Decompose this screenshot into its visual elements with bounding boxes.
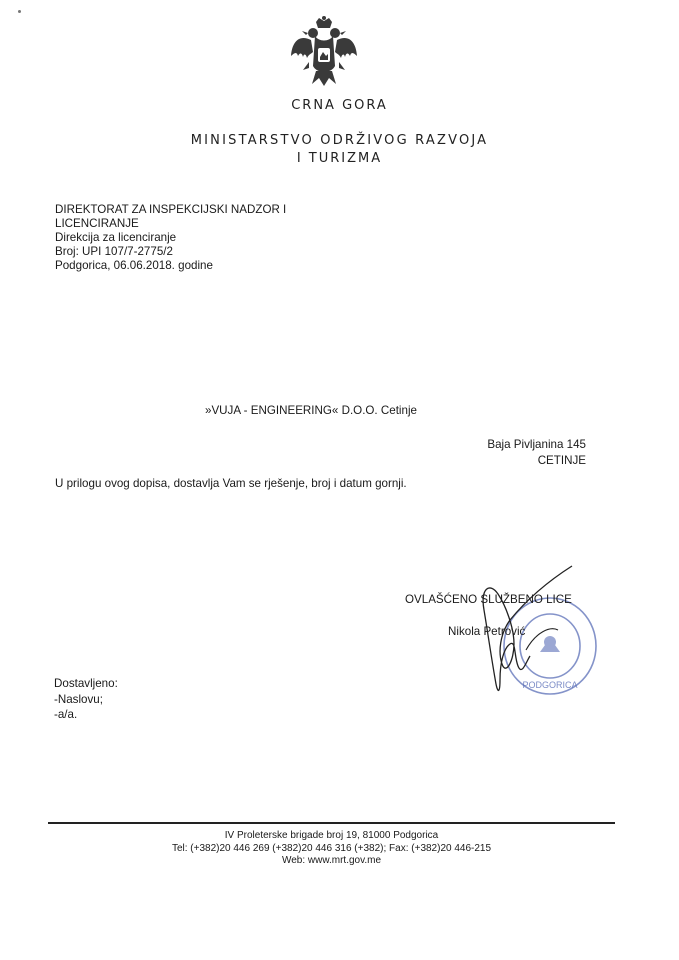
footer-address: IV Proleterske brigade broj 19, 81000 Podgorica	[224, 830, 439, 841]
letter-body: U prilogu ovog dopisa, dostavlja Vam se rješenje, broj i datum gornji.	[55, 477, 407, 490]
sender-block	[55, 203, 355, 273]
recipient-city: CETINJE	[537, 454, 586, 467]
distribution-item: -Naslovu;	[54, 692, 103, 706]
signatory-name: Nikola Petrović	[448, 625, 526, 638]
footer-website: Web: www.mrt.gov.me	[281, 855, 382, 866]
sender-directorate-cont: LICENCIRANJE	[55, 217, 139, 230]
ministry-name-line1: MINISTARSTVO ODRŽIVOG RAZVOJA	[190, 133, 489, 148]
distribution-item: -a/a.	[54, 708, 78, 721]
handwritten-signature	[440, 552, 590, 702]
recipient-street: Baja Pivljanina 145	[487, 438, 586, 451]
footer-divider	[48, 822, 615, 824]
document-date: Podgorica, 06.06.2018. godine	[55, 259, 213, 272]
stamp-text: PODGORICA	[522, 680, 578, 690]
scan-mark	[18, 10, 21, 13]
footer-phones: Tel: (+382)20 446 269 (+382)20 446 316 (+382); Fax: (+382)20 446-215	[171, 843, 492, 854]
ministry-name-line2: I TURIZMA	[296, 151, 383, 166]
distribution-heading: Dostavljeno:	[54, 677, 118, 690]
country-name: CRNA GORA	[291, 98, 388, 113]
sender-department: Direkcija za licenciranje	[55, 231, 177, 244]
recipient-address	[460, 437, 586, 469]
signatory-title: OVLAŠĆENO SLUŽBENO LICE	[405, 593, 572, 606]
recipient-name: »VUJA - ENGINEERING« D.O.O. Cetinje	[205, 404, 417, 417]
document-number: Broj: UPI 107/7-2775/2	[55, 245, 173, 258]
sender-directorate: DIREKTORAT ZA INSPEKCIJSKI NADZOR I	[55, 203, 287, 216]
coat-of-arms-icon	[289, 16, 359, 96]
distribution-block	[54, 676, 118, 723]
